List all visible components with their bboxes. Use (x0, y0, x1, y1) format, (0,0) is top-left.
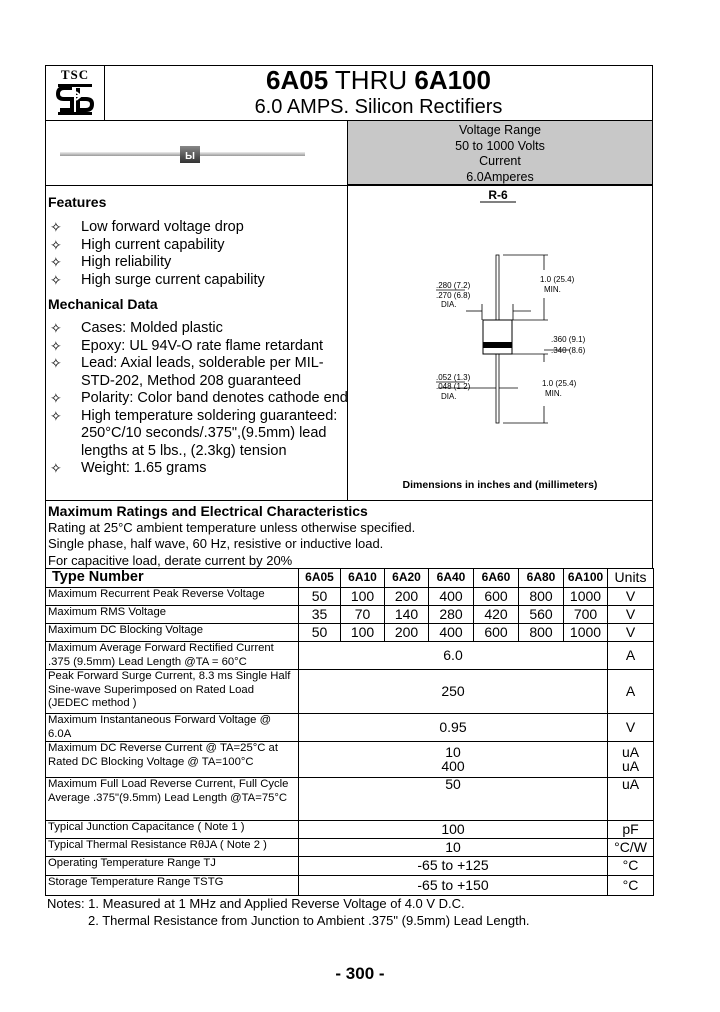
unit-cell: V (608, 606, 654, 624)
value-cell: 0.95 (299, 714, 608, 742)
lead-dia-max: .052 (1.3) (436, 373, 471, 382)
notes (47, 895, 530, 929)
parameter-label: Maximum DC Blocking Voltage (46, 624, 299, 642)
parameter-label: Storage Temperature Range TSTG (46, 876, 299, 896)
value-cell: 70 (341, 606, 385, 624)
ratings-note: For capacitive load, derate current by 20% (48, 552, 293, 568)
parameter-label: Maximum Full Load Reverse Current, Full Cycle Average .375"(9.5mm) Lead Length @TA=75°C (46, 778, 299, 821)
body-dia-min: .270 (6.8) (436, 291, 471, 300)
voltage-range-value: 50 to 1000 Volts (455, 138, 545, 153)
features-list (48, 219, 346, 289)
star-bullet-icon: ✧ (50, 460, 62, 476)
lead-dia-min: .048 (1.2) (436, 382, 471, 391)
note-2: 2. Thermal Resistance from Junction to Ambient .375" (9.5mm) Lead Length. (88, 913, 530, 928)
parameter-label: Peak Forward Surge Current, 8.3 ms Single Half Sine-wave Superimposed on Rated Load (JEDEC method ) (46, 670, 299, 714)
page-title: 6A05 THRU 6A100 (266, 65, 491, 95)
table-row (46, 742, 654, 778)
mechanical-item: ✧ Cases: Molded plastic (50, 320, 223, 336)
value-cell: 50 (299, 588, 341, 606)
value-cell: 100 (299, 821, 608, 839)
value-cell: 140 (385, 606, 429, 624)
specs-box (347, 120, 653, 185)
type-column-header: 6A40 (429, 569, 474, 588)
unit-cell: A (608, 642, 654, 670)
unit-line: uA (621, 744, 640, 760)
value-cell: 600 (474, 588, 519, 606)
star-bullet-icon: ✧ (50, 337, 62, 354)
table-row (46, 778, 654, 821)
value-cell: 800 (519, 588, 564, 606)
mechanical-item: ✧ Epoxy: UL 94V-O rate flame retardant (50, 337, 324, 354)
tsc-logo (50, 67, 100, 120)
ratings-section (48, 503, 415, 569)
parameter-label: Typical Junction Capacitance ( Note 1 ) (46, 821, 299, 839)
value-cell: 100 (341, 624, 385, 642)
svg-text:Ы: Ы (185, 151, 195, 162)
page-number: - 300 - (335, 964, 385, 983)
star-bullet-icon: ✧ (50, 219, 62, 235)
ratings-table (45, 568, 654, 896)
unit-cell: V (608, 714, 654, 742)
cathode-band (483, 342, 512, 348)
table-row (46, 714, 654, 742)
type-column-header: 6A100 (564, 569, 608, 588)
body-dia-max: .280 (7.2) (436, 281, 471, 290)
parameter-label: Typical Thermal Resistance RθJA ( Note 2 ) (46, 839, 299, 857)
value-line: 400 (441, 757, 465, 774)
unit-line: uA (621, 757, 640, 774)
page-subtitle: 6.0 AMPS. Silicon Rectifiers (254, 96, 503, 118)
features-heading: Features (48, 194, 107, 210)
parameter-label: Maximum Recurrent Peak Reverse Voltage (46, 588, 299, 606)
mechanical-item: ✧ Lead: Axial leads, solderable per MIL-STD-202, Method 208 guaranteed (50, 355, 324, 389)
mechanical-heading: Mechanical Data (48, 296, 158, 312)
body-length-max: .360 (9.1) (551, 335, 586, 344)
table-row (46, 839, 654, 857)
value-cell: -65 to +125 (299, 857, 608, 876)
value-cell: 50 (299, 624, 341, 642)
min-label: MIN. (545, 389, 562, 398)
unit-cell: V (608, 624, 654, 642)
current-value: 6.0Amperes (466, 169, 534, 184)
star-bullet-icon: ✧ (50, 236, 62, 253)
parameter-label: Maximum DC Reverse Current @ TA=25°C at Rated DC Blocking Voltage @ TA=100°C (46, 742, 299, 778)
value-cell: 420 (474, 606, 519, 624)
unit-cell: A (608, 670, 654, 714)
type-column-header: 6A60 (474, 569, 519, 588)
type-number-header: Type Number (46, 569, 299, 588)
type-column-header: 6A10 (341, 569, 385, 588)
table-row (46, 670, 654, 714)
star-bullet-icon: ✧ (50, 320, 62, 336)
lead-length-bottom: 1.0 (25.4) (542, 379, 577, 388)
value-cell: 400 (429, 588, 474, 606)
units-header: Units (608, 569, 654, 588)
feature-item: ✧ Low forward voltage drop (50, 219, 244, 235)
value-cell: 50 (299, 778, 608, 821)
table-row (46, 642, 654, 670)
features-section (48, 194, 346, 478)
value-cell: 1000 (564, 624, 608, 642)
min-label: MIN. (544, 285, 561, 294)
diagram-caption: Dimensions in inches and (millimeters) (402, 479, 598, 491)
feature-item: ✧ High reliability (50, 254, 172, 270)
value-cell: 250 (299, 670, 608, 714)
value-cell: 600 (474, 624, 519, 642)
current-label: Current (479, 154, 521, 168)
star-bullet-icon: ✧ (50, 254, 62, 270)
value-cell: 1000 (564, 588, 608, 606)
feature-item: ✧ High current capability (50, 236, 225, 253)
parameter-label: Maximum Average Forward Rectified Current .375 (9.5mm) Lead Length @TA = 60°C (46, 642, 299, 670)
table-row (46, 857, 654, 876)
value-cell (299, 742, 608, 778)
type-column-header: 6A05 (299, 569, 341, 588)
value-cell: 800 (519, 624, 564, 642)
mechanical-list (48, 320, 348, 478)
dia-label: DIA. (441, 300, 457, 309)
feature-item: ✧ High surge current capability (50, 271, 265, 288)
table-row (46, 588, 654, 606)
type-column-header: 6A80 (519, 569, 564, 588)
value-cell: 6.0 (299, 642, 608, 670)
body-length-min: .340 (8.6) (551, 346, 586, 355)
unit-cell: °C (608, 876, 654, 896)
value-line: 10 (445, 744, 461, 760)
value-cell: 560 (519, 606, 564, 624)
value-cell: 400 (429, 624, 474, 642)
note-1: Notes: 1. Measured at 1 MHz and Applied Reverse Voltage of 4.0 V D.C. (47, 896, 465, 911)
mechanical-item: ✧ High temperature soldering guaranteed: 250°C/10 seconds/.375",(9.5mm) lead lengths at 5 lbs., (2.3kg) tension (50, 407, 338, 459)
value-cell: 700 (564, 606, 608, 624)
parameter-label: Maximum RMS Voltage (46, 606, 299, 624)
unit-cell: uA (608, 778, 654, 821)
value-cell: 100 (341, 588, 385, 606)
package-diagram (348, 186, 652, 499)
parameter-label: Operating Temperature Range TJ (46, 857, 299, 876)
diode-image (55, 140, 315, 172)
table-row (46, 876, 654, 896)
diode-body (483, 320, 512, 354)
value-cell: 10 (299, 839, 608, 857)
parameter-label: Maximum Instantaneous Forward Voltage @ 6.0A (46, 714, 299, 742)
logo-text: TSC (60, 67, 90, 82)
dia-label: DIA. (441, 392, 457, 401)
unit-cell: °C (608, 857, 654, 876)
value-cell: 200 (385, 624, 429, 642)
value-cell: 280 (429, 606, 474, 624)
ratings-heading: Maximum Ratings and Electrical Characteristics (48, 503, 368, 519)
star-bullet-icon: ✧ (50, 355, 62, 371)
star-bullet-icon: ✧ (50, 407, 62, 424)
ratings-note: Rating at 25°C ambient temperature unless otherwise specified. (48, 519, 416, 535)
table-row (46, 606, 654, 624)
table-row (46, 624, 654, 642)
table-row (46, 821, 654, 839)
lead-length-top: 1.0 (25.4) (540, 275, 575, 284)
star-bullet-icon: ✧ (50, 271, 62, 288)
value-cell: 200 (385, 588, 429, 606)
voltage-range-label: Voltage Range (458, 123, 541, 137)
unit-cell (608, 742, 654, 778)
unit-cell: pF (608, 821, 654, 839)
type-column-header: 6A20 (385, 569, 429, 588)
tsc-logo-icon (50, 83, 100, 115)
unit-cell: °C/W (608, 839, 654, 857)
table-header-row (46, 569, 654, 588)
mechanical-item: ✧ Weight: 1.65 grams (50, 460, 207, 476)
value-cell: 35 (299, 606, 341, 624)
unit-cell: V (608, 588, 654, 606)
mechanical-item: ✧ Polarity: Color band denotes cathode end (50, 390, 348, 406)
ratings-note: Single phase, half wave, 60 Hz, resistive or inductive load. (48, 536, 384, 551)
package-name: R-6 (488, 188, 508, 202)
value-cell: -65 to +150 (299, 876, 608, 896)
star-bullet-icon: ✧ (50, 390, 62, 406)
